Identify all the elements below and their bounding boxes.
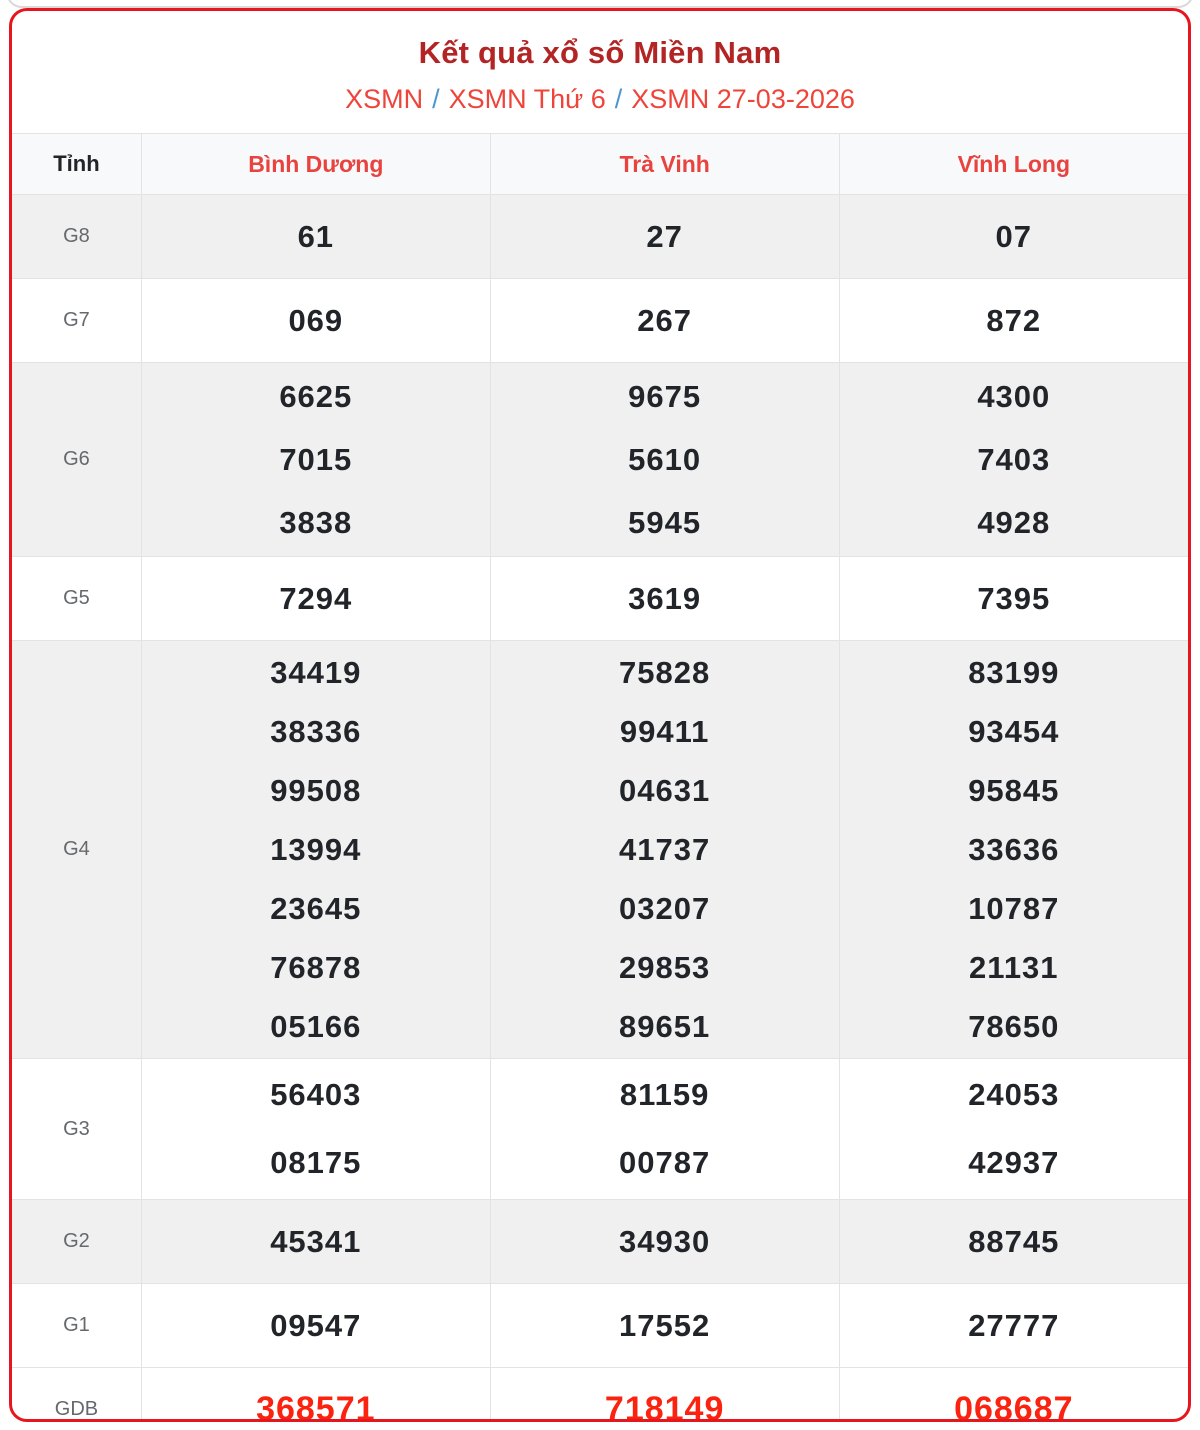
prize-number: 08175 bbox=[270, 1145, 362, 1180]
prize-label: G8 bbox=[63, 225, 90, 247]
prize-numbers-cell bbox=[490, 641, 839, 1059]
prize-row bbox=[12, 641, 1188, 1059]
prize-number: 23645 bbox=[270, 891, 362, 926]
previous-card-edge bbox=[6, 0, 1194, 8]
prize-numbers-cell bbox=[141, 363, 490, 557]
prize-number: 56403 bbox=[270, 1077, 362, 1112]
prize-number: 21131 bbox=[969, 950, 1059, 985]
province-header[interactable]: Vĩnh Long bbox=[839, 134, 1188, 195]
prize-number: 00787 bbox=[619, 1145, 711, 1180]
province-header[interactable]: Trà Vinh bbox=[490, 134, 839, 195]
prize-number: 24053 bbox=[968, 1077, 1060, 1112]
prize-number: 27 bbox=[646, 219, 683, 254]
card-header bbox=[12, 11, 1188, 115]
prize-number: 27777 bbox=[968, 1308, 1060, 1343]
prize-numbers-cell bbox=[490, 1284, 839, 1368]
province-header[interactable]: Bình Dương bbox=[141, 134, 490, 195]
prize-number: 7015 bbox=[279, 442, 353, 477]
prize-number: 95845 bbox=[968, 773, 1060, 808]
prize-number: 03207 bbox=[619, 891, 711, 926]
prize-label: G2 bbox=[12, 1200, 141, 1284]
prize-label: G6 bbox=[12, 363, 141, 557]
prize-numbers-cell bbox=[490, 279, 839, 363]
prize-number: 81159 bbox=[619, 1077, 710, 1112]
breadcrumb-separator: / bbox=[614, 84, 623, 114]
prize-number: 78650 bbox=[968, 1009, 1060, 1044]
table-header-row bbox=[12, 134, 1188, 195]
prize-number: 9675 bbox=[628, 379, 702, 414]
prize-numbers-cell bbox=[839, 557, 1188, 641]
prize-row bbox=[12, 279, 1188, 363]
prize-numbers-cell bbox=[141, 1368, 490, 1423]
prize-numbers-cell bbox=[839, 641, 1188, 1059]
prize-row bbox=[12, 363, 1188, 557]
prize-number: 10787 bbox=[968, 891, 1060, 926]
prize-number: 13994 bbox=[270, 832, 362, 867]
prize-number: 42937 bbox=[968, 1145, 1060, 1180]
prize-number: 76878 bbox=[270, 950, 362, 985]
prize-number: 99411 bbox=[619, 714, 710, 749]
prize-number: 7395 bbox=[977, 581, 1051, 616]
prize-number: 89651 bbox=[619, 1009, 711, 1044]
prize-number: 09547 bbox=[270, 1308, 362, 1343]
prize-row bbox=[12, 195, 1188, 279]
prize-label: G4 bbox=[12, 641, 141, 1059]
prize-row bbox=[12, 1200, 1188, 1284]
prize-label: GDB bbox=[12, 1368, 141, 1423]
prize-number: 41737 bbox=[619, 832, 711, 867]
prize-label: G5 bbox=[12, 557, 141, 641]
prize-number: 29853 bbox=[619, 950, 711, 985]
prize-number: 34930 bbox=[619, 1224, 711, 1259]
prize-row bbox=[12, 1284, 1188, 1368]
prize-number: 3838 bbox=[279, 505, 353, 540]
page-title: Kết quả xổ số Miền Nam bbox=[418, 35, 782, 70]
prize-numbers-cell bbox=[490, 1368, 839, 1423]
prize-number: 88745 bbox=[968, 1224, 1060, 1259]
prize-number: 61 bbox=[297, 219, 335, 254]
prize-number: 718149 bbox=[604, 1390, 725, 1422]
prize-number: 17552 bbox=[619, 1308, 711, 1343]
prize-numbers-cell bbox=[839, 1368, 1188, 1423]
prize-numbers-cell bbox=[141, 1284, 490, 1368]
prize-number: 93454 bbox=[968, 714, 1060, 749]
prize-number: 75828 bbox=[619, 655, 711, 690]
prize-row bbox=[12, 557, 1188, 641]
prize-number: 33636 bbox=[968, 832, 1060, 867]
prize-numbers-cell bbox=[141, 195, 490, 279]
prize-numbers-cell bbox=[141, 641, 490, 1059]
prize-number: 069 bbox=[288, 303, 344, 338]
prize-numbers-cell bbox=[141, 557, 490, 641]
prize-number: 872 bbox=[986, 303, 1042, 338]
prize-numbers-cell bbox=[490, 557, 839, 641]
prize-number: 5610 bbox=[628, 442, 702, 477]
prize-numbers-cell bbox=[490, 1200, 839, 1284]
prize-numbers-cell bbox=[141, 279, 490, 363]
prize-number: 34419 bbox=[270, 655, 362, 690]
prize-number: 07 bbox=[995, 219, 1033, 254]
prize-numbers-cell bbox=[839, 195, 1188, 279]
prize-number: 368571 bbox=[256, 1390, 376, 1422]
province-column-header: Tỉnh bbox=[12, 134, 141, 195]
prize-number: 267 bbox=[637, 303, 693, 338]
prize-number: 4300 bbox=[977, 379, 1051, 414]
prize-number: 05166 bbox=[270, 1009, 362, 1044]
breadcrumb-separator: / bbox=[432, 84, 440, 114]
lottery-results-card bbox=[9, 8, 1191, 1422]
prize-number: 99508 bbox=[270, 773, 362, 808]
prize-number: 5945 bbox=[628, 505, 702, 540]
prize-row bbox=[12, 1059, 1188, 1200]
prize-number: 068687 bbox=[954, 1390, 1074, 1422]
prize-numbers-cell bbox=[839, 279, 1188, 363]
breadcrumb-link[interactable]: XSMN bbox=[345, 84, 424, 114]
prize-number: 38336 bbox=[270, 714, 362, 749]
prize-label: G7 bbox=[12, 279, 141, 363]
prize-number: 4928 bbox=[977, 505, 1051, 540]
prize-numbers-cell bbox=[839, 1200, 1188, 1284]
prize-number: 04631 bbox=[619, 773, 711, 808]
prize-number: 83199 bbox=[968, 655, 1060, 690]
prize-label: G3 bbox=[12, 1059, 141, 1200]
breadcrumb bbox=[12, 84, 1188, 115]
prize-number: 7403 bbox=[977, 442, 1051, 477]
prize-row bbox=[12, 1368, 1188, 1423]
prize-numbers-cell bbox=[839, 1059, 1188, 1200]
prize-numbers-cell bbox=[839, 1284, 1188, 1368]
prize-number: 45341 bbox=[270, 1224, 362, 1259]
prize-numbers-cell bbox=[141, 1200, 490, 1284]
breadcrumb-link[interactable]: XSMN Thứ 6 bbox=[448, 84, 606, 114]
prize-numbers-cell bbox=[490, 363, 839, 557]
prize-numbers-cell bbox=[141, 1059, 490, 1200]
prize-numbers-cell bbox=[839, 363, 1188, 557]
prize-number: 7294 bbox=[279, 581, 353, 616]
prize-number: 3619 bbox=[628, 581, 702, 616]
results-table bbox=[12, 133, 1188, 1422]
prize-numbers-cell bbox=[490, 1059, 839, 1200]
prize-label: G1 bbox=[12, 1284, 141, 1368]
prize-numbers-cell bbox=[490, 195, 839, 279]
breadcrumb-link[interactable]: XSMN 27-03-2026 bbox=[631, 84, 855, 114]
prize-number: 6625 bbox=[279, 379, 353, 414]
